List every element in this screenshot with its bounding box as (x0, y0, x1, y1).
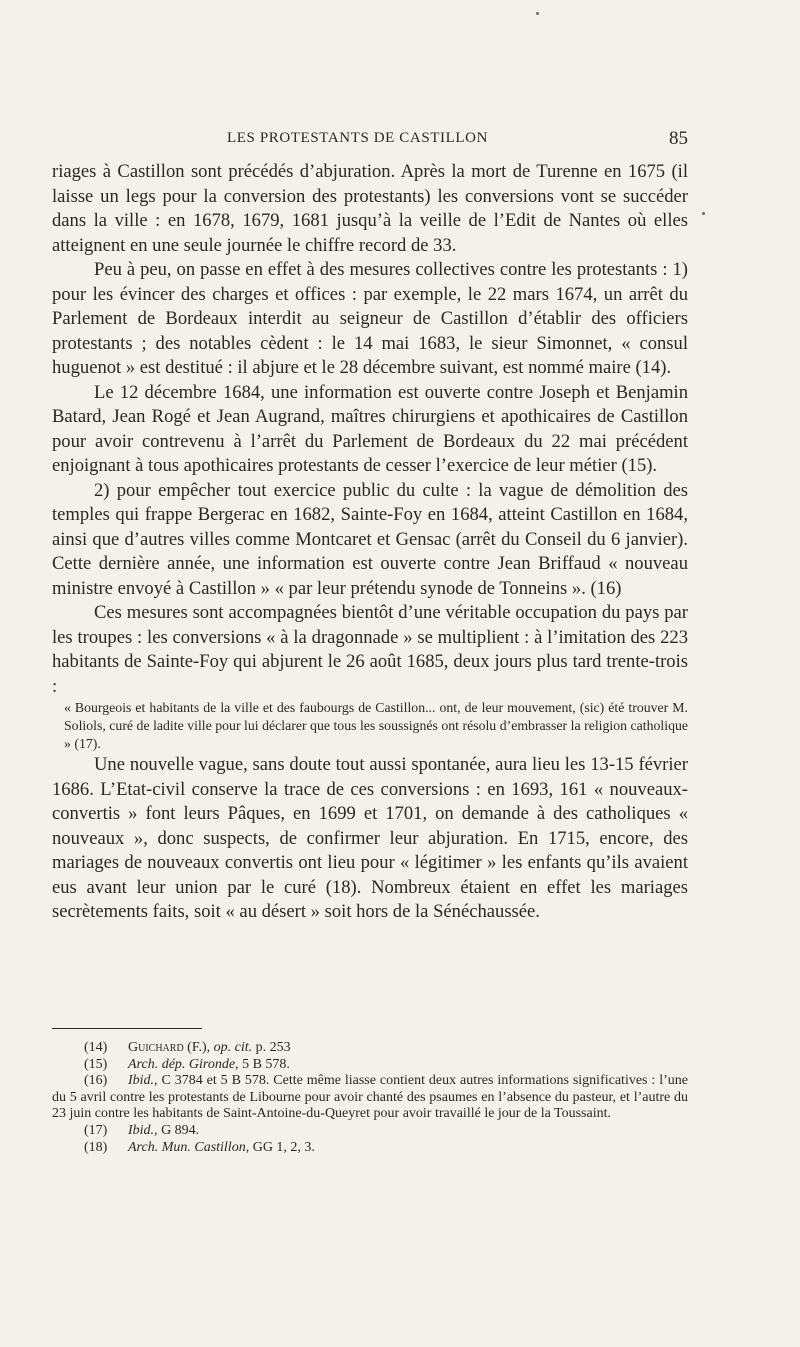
footnote-text: G 894. (157, 1122, 200, 1138)
footnote-number: (17) (84, 1122, 108, 1138)
paragraph: Peu à peu, on passe en effet à des mesures collectives contre les protestants : 1) pour les évincer des charges et offices : par exemple, le 22 mars 1674, un arrêt du Parlement de Bordeaux interdit au seigneur de Castillon d’établir des officiers protestants ; des notables cèdent : le 14 mai 1683, le sieur Simonnet, « consul huguenot » est destitué : il abjure et le 28 décembre suivant, est nommé maire (14). (52, 259, 688, 378)
paragraph: 2) pour empêcher tout exercice public du culte : la vague de démolition des temples qui frappe Bergerac en 1682, Sainte-Foy en 1684, atteint Castillon en 1684, ainsi que d’autres villes comme Montcaret et Gensac (arrêt du Conseil du 6 janvier). Cette dernière année, une information est ouverte contre Jean Briffaud « nouveau ministre envoyé à Castillon » « par leur prétendu synode de Tonneins ». (16) (52, 479, 688, 599)
footnote-italic: Arch. dép. Gironde, (128, 1056, 239, 1072)
footnote (52, 1140, 688, 1157)
paragraph: Une nouvelle vague, sans doute tout aussi spontanée, aura lieu les 13-15 février 1686. L’Etat-civil conserve la trace de ces conversions : en 1693, 161 « nouveaux-convertis » font leurs Pâques, en 1699 et 1701, on demande à des catholiques « nouveaux », donc suspects, de confirmer leur abjuration. En 1715, encore, des mariages de nouveaux convertis ont lieu pour « légitimer » les enfants qu’ils avaient eus avant leur union par le curé (18). Nombreux étaient en effet les mariages secrètements faits, soit « au désert » soit hors de la Sénéchaussée. (52, 754, 688, 922)
body-text (52, 160, 688, 925)
page-header (52, 128, 688, 152)
footnotes (52, 1040, 688, 1156)
footnote-italic: Ibid., (128, 1073, 158, 1089)
footnote-italic: op. cit. (213, 1040, 253, 1055)
footnote-number: (14) (84, 1040, 108, 1055)
footnote (52, 1073, 688, 1123)
footnote-text: GG 1, 2, 3. (249, 1139, 315, 1155)
footnote (52, 1123, 688, 1140)
paragraph: Ces mesures sont accompagnées bientôt d’une véritable occupation du pays par les troupes : les conversions « à la dragonnade » se multiplient : à l’imitation des 223 habitants de Sainte-Foy qui abjurent le 26 août 1685, deux jours plus tard trente-trois : (52, 602, 688, 697)
ink-speck (536, 12, 539, 15)
running-title: LES PROTESTANTS DE CASTILLON (227, 130, 489, 146)
footnote-text: 5 B 578. (238, 1056, 290, 1072)
paragraph: riages à Castillon sont précédés d’abjuration. Après la mort de Turenne en 1675 (il laisse un legs pour la conversion des protestants) les conversions vont se succéder dans la ville : en 1678, 1679, 1681 jusqu’à la veille de l’Edit de Nantes où elles atteignent en une seule journée le chiffre record de 33. (52, 161, 688, 256)
page-number: 85 (669, 128, 688, 149)
ink-speck (702, 212, 705, 215)
footnote-number: (16) (84, 1073, 108, 1089)
footnote (52, 1057, 688, 1074)
footnote-number: (18) (84, 1139, 108, 1155)
footnote-italic: Arch. Mun. Castillon, (128, 1139, 250, 1155)
footnote-italic: Ibid., (128, 1122, 158, 1138)
footnote-number: (15) (84, 1056, 108, 1072)
footnote-text: (F.), (183, 1040, 214, 1055)
paragraph: Le 12 décembre 1684, une information est ouverte contre Joseph et Benjamin Batard, Jean Rogé et Jean Augrand, maîtres chirurgiens et apothicaires de Castillon pour avoir contrevenu à l’arrêt du Parlement de Bordeaux du 22 mai précédent enjoignant à tous apothicaires protestants de cesser l’exercice de leur métier (15). (52, 381, 688, 476)
footnote-text: p. 253 (252, 1040, 291, 1055)
footnote (52, 1040, 688, 1057)
footnote-author: Guichard (128, 1040, 184, 1055)
block-quote: « Bourgeois et habitants de la ville et des faubourgs de Castillon... ont, de leur mouvement, (sic) été trouver M. Soliols, curé de ladite ville pour lui déclarer que tous les soussignés ont résolu d’embrasser la religion catholique » (17). (64, 700, 688, 751)
footnote-rule (52, 1028, 202, 1029)
footnote-text: C 3784 et 5 B 578. Cette même liasse contient deux autres informations significatives : l’une du 5 avril contre les protestants de Libourne pour avoir chanté des psaumes en l’absence du pasteur, et l’autre du 23 juin contre les habitants de Saint-Antoine-du-Queyret pour avoir travaillé le jour de la Toussaint. (52, 1073, 688, 1122)
